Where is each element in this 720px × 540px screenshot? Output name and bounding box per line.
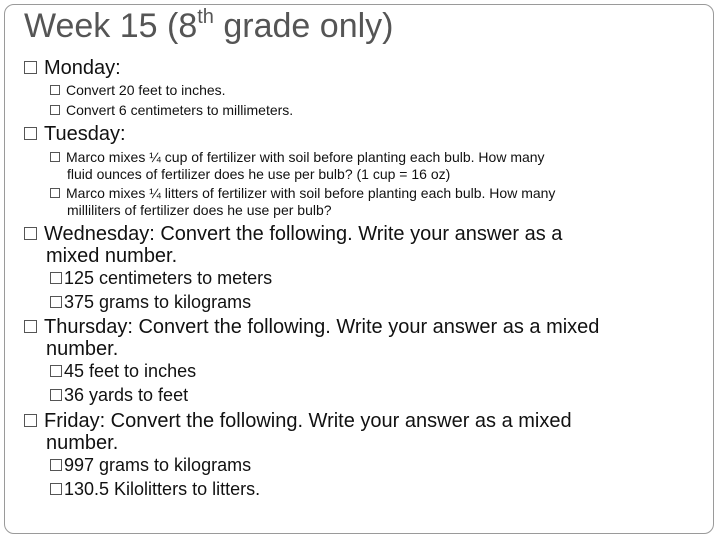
checkbox-icon bbox=[50, 459, 62, 471]
checkbox-icon bbox=[24, 227, 37, 240]
friday-heading: Friday: Convert the following. Write your answer as a mixed bbox=[24, 410, 572, 433]
monday-heading: Monday: bbox=[24, 57, 121, 80]
checkbox-icon bbox=[50, 85, 60, 95]
list-item: 45 feet to inches bbox=[50, 361, 196, 382]
checkbox-icon bbox=[24, 320, 37, 333]
thursday-heading-cont: number. bbox=[46, 338, 119, 360]
thursday-heading: Thursday: Convert the following. Write your answer as a mixed bbox=[24, 316, 599, 339]
list-item: Marco mixes ¼ litters of fertilizer with soil before planting each bulb. How many milliliters of fertilizer does he use per bulb? bbox=[50, 185, 555, 219]
checkbox-icon bbox=[50, 365, 62, 377]
list-item: 36 yards to feet bbox=[50, 385, 188, 406]
list-item: Convert 20 feet to inches. bbox=[50, 82, 226, 99]
list-item: 125 centimeters to meters bbox=[50, 268, 272, 289]
wednesday-heading-cont: mixed number. bbox=[46, 245, 178, 267]
checkbox-icon bbox=[24, 61, 37, 74]
checkbox-icon bbox=[50, 272, 62, 284]
wednesday-heading: Wednesday: Convert the following. Write your answer as a bbox=[24, 223, 562, 246]
checkbox-icon bbox=[50, 188, 60, 198]
slide-title: Week 15 (8th grade only) bbox=[24, 6, 394, 45]
checkbox-icon bbox=[50, 105, 60, 115]
checkbox-icon bbox=[50, 296, 62, 308]
checkbox-icon bbox=[50, 389, 62, 401]
list-item: 375 grams to kilograms bbox=[50, 292, 251, 313]
friday-heading-cont: number. bbox=[46, 432, 119, 454]
list-item: Marco mixes ¼ cup of fertilizer with soil before planting each bulb. How many fluid ounces of fertilizer does he use per bulb? (1 cup = 16 oz) bbox=[50, 149, 545, 183]
list-item: 997 grams to kilograms bbox=[50, 455, 251, 476]
tuesday-heading: Tuesday: bbox=[24, 123, 126, 146]
list-item: 130.5 Kilolitters to litters. bbox=[50, 479, 260, 500]
checkbox-icon bbox=[50, 483, 62, 495]
checkbox-icon bbox=[24, 127, 37, 140]
checkbox-icon bbox=[24, 414, 37, 427]
list-item: Convert 6 centimeters to millimeters. bbox=[50, 102, 293, 119]
checkbox-icon bbox=[50, 152, 60, 162]
